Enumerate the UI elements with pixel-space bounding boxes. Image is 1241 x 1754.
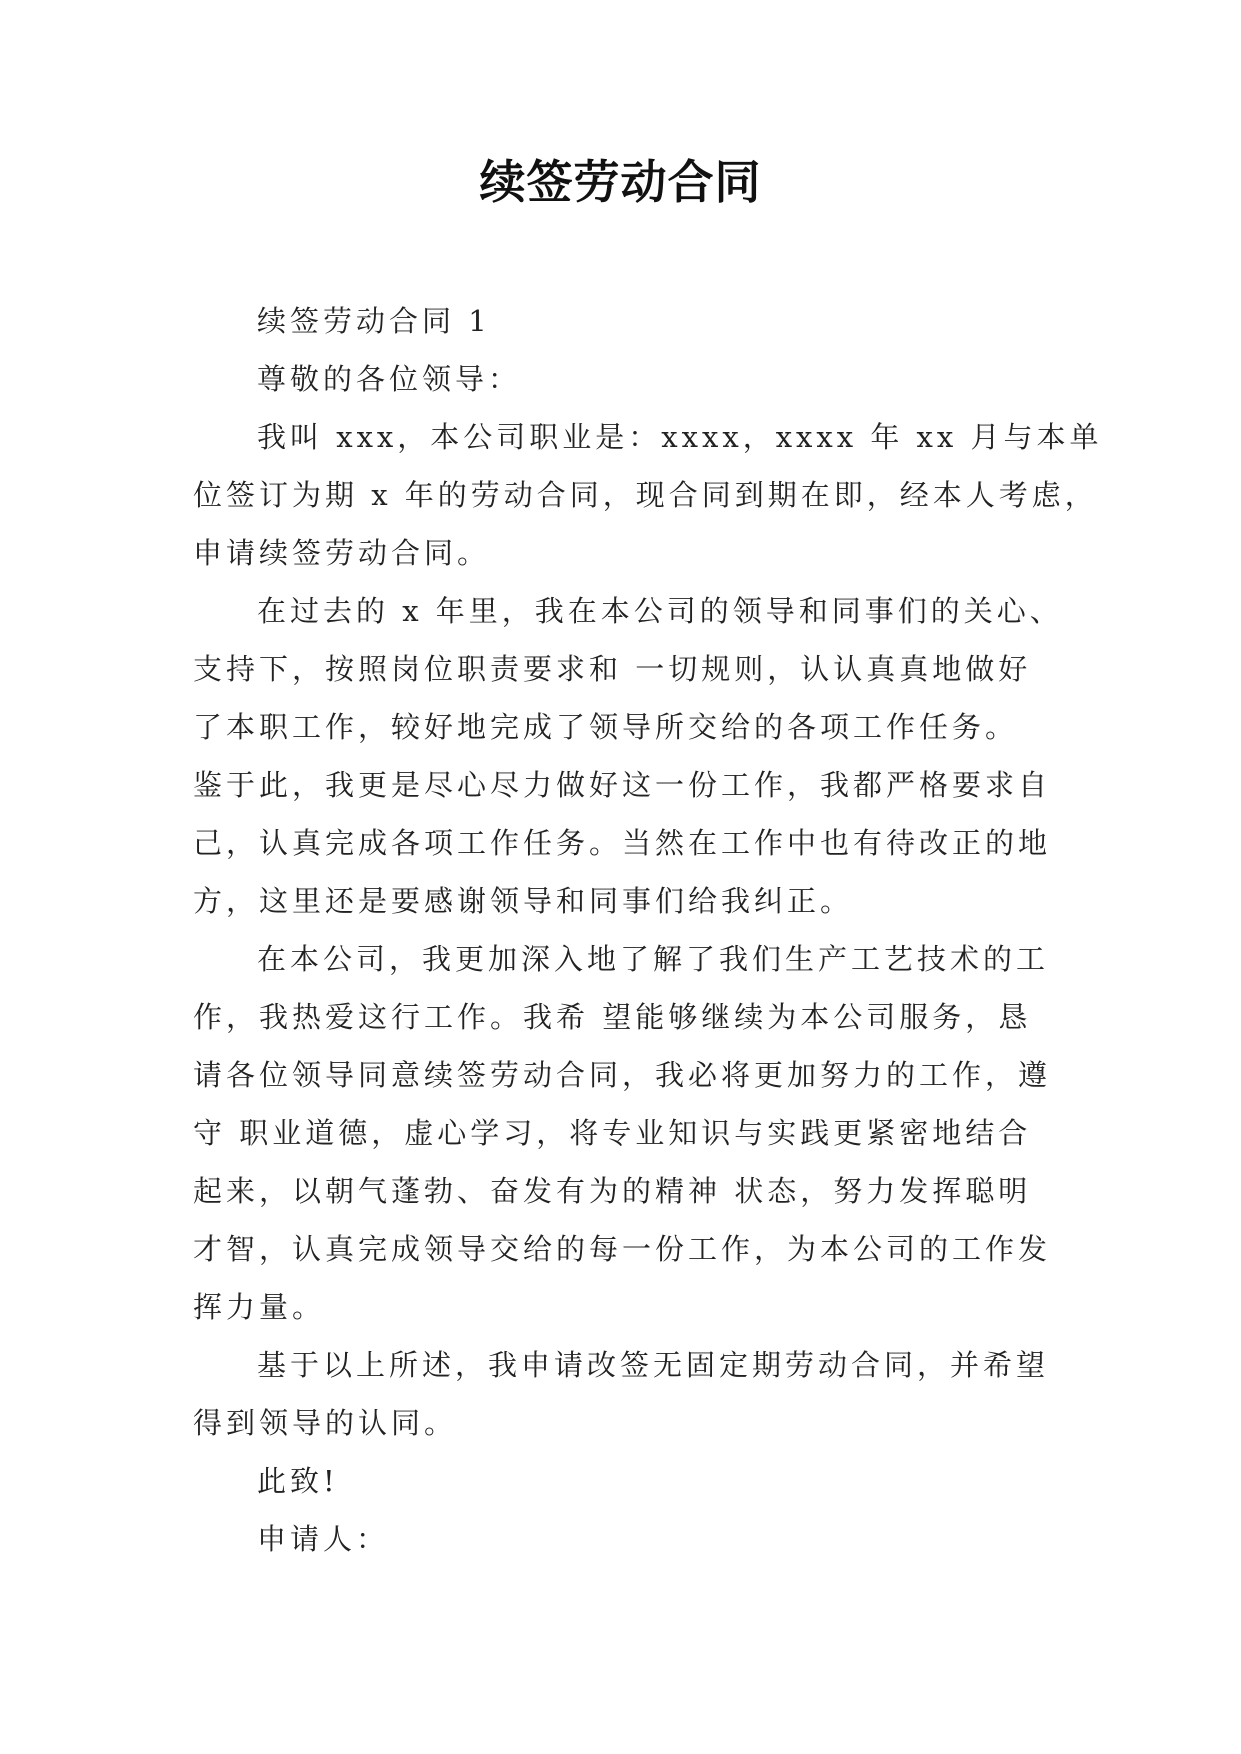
paragraph-line: 在过去的 x 年里，我在本公司的领导和同事们的关心、 [257, 594, 1063, 628]
paragraph-line: 请各位领导同意续签劳动合同，我必将更加努力的工作，遵 [193, 1058, 1052, 1092]
paragraph-line: 守 职业道德，虚心学习，将专业知识与实践更紧密地结合 [193, 1116, 1032, 1150]
paragraph-line: 了本职工作，较好地完成了领导所交给的各项工作任务。 [193, 710, 1019, 744]
salutation: 尊敬的各位领导： [257, 362, 522, 396]
paragraph-line: 支持下，按照岗位职责要求和 一切规则，认认真真地做好 [193, 652, 1032, 686]
signature-label: 申请人： [257, 1522, 390, 1556]
paragraph-line: 挥力量。 [193, 1290, 326, 1324]
paragraph-line: 起来，以朝气蓬勃、奋发有为的精神 状态，努力发挥聪明 [193, 1174, 1032, 1208]
paragraph-line: 申请续签劳动合同。 [193, 536, 491, 570]
paragraph-line: 方，这里还是要感谢领导和同事们给我纠正。 [193, 884, 854, 918]
paragraph-line: 基于以上所述，我申请改签无固定期劳动合同，并希望 [257, 1348, 1050, 1382]
paragraph-line: 位签订为期 x 年的劳动合同，现合同到期在即，经本人考虑， [193, 478, 1098, 512]
section-heading: 续签劳动合同 1 [257, 304, 491, 338]
paragraph-line: 作，我热爱这行工作。我希 望能够继续为本公司服务，恳 [193, 1000, 1032, 1034]
document-title: 续签劳动合同 [479, 155, 762, 209]
paragraph-line: 己，认真完成各项工作任务。当然在工作中也有待改正的地 [193, 826, 1052, 860]
paragraph-line: 得到领导的认同。 [193, 1406, 458, 1440]
document-body [193, 292, 1103, 1568]
paragraph-line: 在本公司，我更加深入地了解了我们生产工艺技术的工 [257, 942, 1050, 976]
closing: 此致! [257, 1464, 339, 1498]
paragraph-line: 我叫 xxx，本公司职业是：xxxx，xxxx 年 xx 月与本单 [257, 420, 1103, 454]
paragraph-line: 才智，认真完成领导交给的每一份工作，为本公司的工作发 [193, 1232, 1052, 1266]
paragraph-line: 鉴于此，我更是尽心尽力做好这一份工作，我都严格要求自 [193, 768, 1052, 802]
